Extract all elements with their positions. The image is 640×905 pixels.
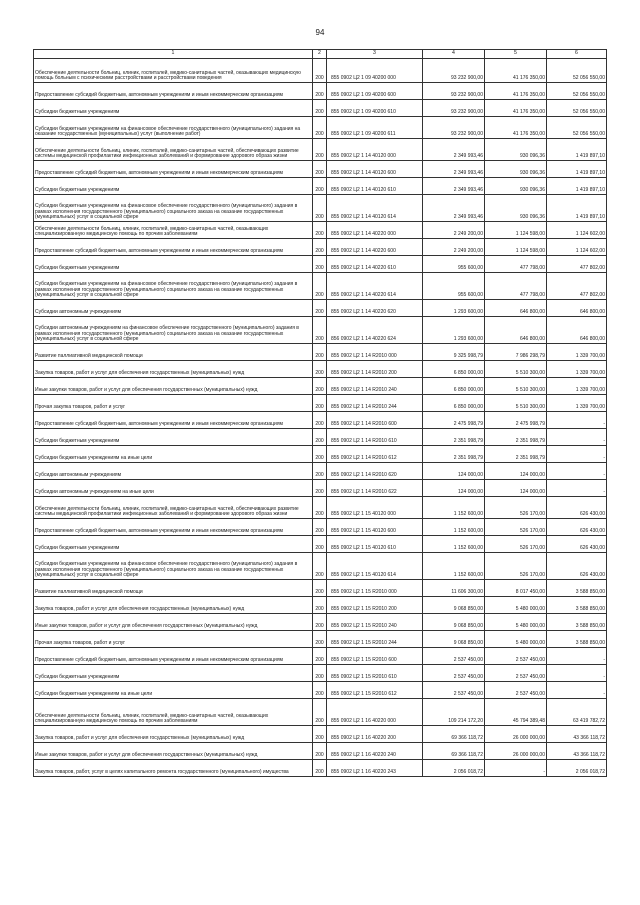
row-plan-cell: 109 214 172,20 — [423, 699, 485, 726]
row-plan-cell: 2 537 450,00 — [423, 665, 485, 682]
table-row — [34, 195, 607, 222]
table-row — [34, 631, 607, 648]
row-name-cell: Субсидии автономным учреждениям на финансовое обеспечение государственного (муниципального) задания в рамках исполнения государственного (муниципального) социального заказа на оказание государственных (муниципальных) услуг в социальной сфере — [34, 317, 313, 344]
row-code-cell: 200 — [313, 536, 327, 553]
row-plan-cell: 124 000,00 — [423, 463, 485, 480]
table-row — [34, 665, 607, 682]
row-name-cell: Обеспечение деятельности больниц, клиник, госпиталей, медико-санитарных частей, обеспечивающих развитие системы медицинской профилактики инфекционных заболеваний и формирование здорового образа жизни — [34, 139, 313, 161]
row-name-cell: Предоставление субсидий бюджетным, автономным учреждениям и иным некоммерческим организациям — [34, 161, 313, 178]
row-plan-cell: 6 850 000,00 — [423, 395, 485, 412]
table-row — [34, 699, 607, 726]
row-remaining-cell: 1 339 700,00 — [547, 361, 607, 378]
row-kbk-cell: 855 0902 Ц2 1 09 40200 000 — [327, 59, 423, 83]
row-plan-cell: 69 366 118,72 — [423, 726, 485, 743]
row-executed-cell: 477 798,00 — [485, 256, 547, 273]
table-row — [34, 239, 607, 256]
row-kbk-cell: 855 0902 Ц2 1 16 40220 243 — [327, 760, 423, 777]
row-plan-cell: 69 366 118,72 — [423, 743, 485, 760]
row-kbk-cell: 855 0902 Ц2 1 14 R2010 600 — [327, 412, 423, 429]
row-code-cell: 200 — [313, 726, 327, 743]
row-plan-cell: 93 232 900,00 — [423, 100, 485, 117]
row-kbk-cell: 855 0902 Ц2 1 15 40120 600 — [327, 519, 423, 536]
row-name-cell: Субсидии бюджетным учреждениям на финансовое обеспечение государственного (муниципального) задания в рамках исполнения государственного (муниципального) социального заказа на оказание государственных (муниципальных) услуг в социальной сфере — [34, 553, 313, 580]
row-executed-cell: 5 480 000,00 — [485, 597, 547, 614]
row-kbk-cell: 855 0902 Ц2 1 15 R2010 000 — [327, 580, 423, 597]
row-code-cell: 200 — [313, 631, 327, 648]
table-row — [34, 378, 607, 395]
row-code-cell: 200 — [313, 480, 327, 497]
row-code-cell: 200 — [313, 317, 327, 344]
row-plan-cell: 2 537 450,00 — [423, 648, 485, 665]
row-remaining-cell: 3 588 850,00 — [547, 614, 607, 631]
row-kbk-cell: 855 0902 Ц2 1 15 R2010 240 — [327, 614, 423, 631]
row-name-cell: Прочая закупка товаров, работ и услуг — [34, 395, 313, 412]
row-code-cell: 200 — [313, 178, 327, 195]
row-kbk-cell: 855 0902 Ц2 1 16 40220 200 — [327, 726, 423, 743]
row-executed-cell: 2 537 450,00 — [485, 665, 547, 682]
row-executed-cell: 2 351 998,79 — [485, 429, 547, 446]
row-code-cell: 200 — [313, 412, 327, 429]
row-plan-cell: 1 293 600,00 — [423, 300, 485, 317]
row-kbk-cell: 855 0902 Ц2 1 14 40120 000 — [327, 139, 423, 161]
row-name-cell: Обеспечение деятельности больниц, клиник, госпиталей, медико-санитарных частей, обеспечивающих развитие системы медицинской профилактики инфекционных заболеваний и формирование здорового образа жизни — [34, 497, 313, 519]
row-remaining-cell: 1 339 700,00 — [547, 395, 607, 412]
row-remaining-cell: 477 802,00 — [547, 256, 607, 273]
table-row — [34, 273, 607, 300]
row-executed-cell: 7 986 298,79 — [485, 344, 547, 361]
row-code-cell: 200 — [313, 83, 327, 100]
row-remaining-cell: 1 124 602,00 — [547, 239, 607, 256]
page-number: 94 — [315, 28, 325, 37]
row-kbk-cell: 855 0902 Ц2 1 15 R2010 612 — [327, 682, 423, 699]
row-code-cell: 200 — [313, 222, 327, 239]
row-remaining-cell: 43 366 118,72 — [547, 726, 607, 743]
table-row — [34, 300, 607, 317]
row-kbk-cell: 855 0902 Ц2 1 15 R2010 244 — [327, 631, 423, 648]
row-executed-cell: 2 351 998,79 — [485, 446, 547, 463]
row-remaining-cell: 626 430,00 — [547, 553, 607, 580]
row-executed-cell: 526 170,00 — [485, 497, 547, 519]
row-name-cell: Обеспечение деятельности больниц, клиник, госпиталей, медико-санитарных частей, оказывающих специализированную медицинскую помощь по прочим заболеваниям — [34, 699, 313, 726]
row-kbk-cell: 855 0902 Ц2 1 14 40220 600 — [327, 239, 423, 256]
row-code-cell: 200 — [313, 463, 327, 480]
table-row — [34, 161, 607, 178]
row-name-cell: Предоставление субсидий бюджетным, автономным учреждениям и иным некоммерческим организациям — [34, 519, 313, 536]
row-plan-cell: 2 249 200,00 — [423, 222, 485, 239]
row-kbk-cell: 855 0902 Ц2 1 14 R2010 610 — [327, 429, 423, 446]
row-plan-cell: 1 152 600,00 — [423, 553, 485, 580]
row-plan-cell: 2 537 450,00 — [423, 682, 485, 699]
row-remaining-cell: - — [547, 429, 607, 446]
row-executed-cell: 41 176 350,00 — [485, 100, 547, 117]
table-row — [34, 760, 607, 777]
row-remaining-cell: 477 802,00 — [547, 273, 607, 300]
table-row — [34, 178, 607, 195]
row-executed-cell: 5 510 300,00 — [485, 361, 547, 378]
row-code-cell: 200 — [313, 497, 327, 519]
table-row — [34, 497, 607, 519]
row-name-cell: Субсидии бюджетным учреждениям — [34, 100, 313, 117]
row-remaining-cell: 626 430,00 — [547, 497, 607, 519]
table-row — [34, 361, 607, 378]
table-row — [34, 317, 607, 344]
row-name-cell: Прочая закупка товаров, работ и услуг — [34, 631, 313, 648]
row-name-cell: Предоставление субсидий бюджетным, автономным учреждениям и иным некоммерческим организациям — [34, 83, 313, 100]
row-kbk-cell: 855 0902 Ц2 1 15 40120 000 — [327, 497, 423, 519]
row-plan-cell: 124 000,00 — [423, 480, 485, 497]
table-row — [34, 726, 607, 743]
row-kbk-cell: 855 0902 Ц2 1 14 R2010 000 — [327, 344, 423, 361]
row-remaining-cell: 2 056 018,72 — [547, 760, 607, 777]
table-row — [34, 344, 607, 361]
row-remaining-cell: 626 430,00 — [547, 519, 607, 536]
column-number-row — [34, 50, 607, 59]
row-executed-cell: 41 176 350,00 — [485, 59, 547, 83]
row-name-cell: Субсидии бюджетным учреждениям — [34, 178, 313, 195]
row-executed-cell: 124 000,00 — [485, 463, 547, 480]
row-plan-cell: 1 152 600,00 — [423, 497, 485, 519]
row-plan-cell: 2 056 018,72 — [423, 760, 485, 777]
row-name-cell: Обеспечение деятельности больниц, клиник, госпиталей, медико-санитарных частей, оказывающих медицинскую помощь больным с психическими расстройствами и расстройствами поведения — [34, 59, 313, 83]
row-remaining-cell: 52 056 550,00 — [547, 83, 607, 100]
row-executed-cell: 41 176 350,00 — [485, 83, 547, 100]
row-kbk-cell: 855 0902 Ц2 1 14 40220 614 — [327, 273, 423, 300]
row-code-cell: 200 — [313, 553, 327, 580]
row-plan-cell: 1 152 600,00 — [423, 519, 485, 536]
row-executed-cell: 930 096,36 — [485, 178, 547, 195]
row-code-cell: 200 — [313, 161, 327, 178]
row-kbk-cell: 855 0902 Ц2 1 16 40220 240 — [327, 743, 423, 760]
row-plan-cell: 6 850 000,00 — [423, 361, 485, 378]
row-name-cell: Субсидии бюджетным учреждениям на иные цели — [34, 682, 313, 699]
row-executed-cell: 45 794 389,48 — [485, 699, 547, 726]
row-plan-cell: 1 293 600,00 — [423, 317, 485, 344]
row-name-cell: Предоставление субсидий бюджетным, автономным учреждениям и иным некоммерческим организациям — [34, 239, 313, 256]
row-executed-cell: 2 537 450,00 — [485, 648, 547, 665]
row-name-cell: Иные закупки товаров, работ и услуг для обеспечения государственных (муниципальных) нужд — [34, 378, 313, 395]
row-name-cell: Субсидии бюджетным учреждениям — [34, 665, 313, 682]
row-kbk-cell: 855 0902 Ц2 1 15 40120 614 — [327, 553, 423, 580]
row-name-cell: Иные закупки товаров, работ и услуг для обеспечения государственных (муниципальных) нужд — [34, 614, 313, 631]
row-code-cell: 200 — [313, 100, 327, 117]
column-header-6: 6 — [547, 50, 607, 59]
row-kbk-cell: 855 0902 Ц2 1 14 40120 610 — [327, 178, 423, 195]
row-plan-cell: 93 232 900,00 — [423, 59, 485, 83]
row-plan-cell: 9 068 850,00 — [423, 614, 485, 631]
row-kbk-cell: 855 0902 Ц2 1 16 40220 000 — [327, 699, 423, 726]
row-kbk-cell: 855 0902 Ц2 1 15 R2010 200 — [327, 597, 423, 614]
row-code-cell: 200 — [313, 682, 327, 699]
row-remaining-cell: - — [547, 480, 607, 497]
row-remaining-cell: 3 588 850,00 — [547, 580, 607, 597]
row-remaining-cell: - — [547, 446, 607, 463]
row-executed-cell: 646 800,00 — [485, 300, 547, 317]
row-kbk-cell: 855 0902 Ц2 1 14 40220 620 — [327, 300, 423, 317]
table-row — [34, 536, 607, 553]
table-row — [34, 117, 607, 139]
row-executed-cell: 8 017 450,00 — [485, 580, 547, 597]
row-plan-cell: 11 606 300,00 — [423, 580, 485, 597]
row-name-cell: Развитие паллиативной медицинской помощи — [34, 580, 313, 597]
row-name-cell: Закупка товаров, работ, услуг в целях капитального ремонта государственного (муниципального) имущества — [34, 760, 313, 777]
row-name-cell: Обеспечение деятельности больниц, клиник, госпиталей, медико-санитарных частей, оказывающих специализированную медицинскую помощь по прочим заболеваниям — [34, 222, 313, 239]
row-code-cell: 200 — [313, 139, 327, 161]
row-name-cell: Иные закупки товаров, работ и услуг для обеспечения государственных (муниципальных) нужд — [34, 743, 313, 760]
row-remaining-cell: 1 419 897,10 — [547, 195, 607, 222]
row-name-cell: Субсидии бюджетным учреждениям — [34, 536, 313, 553]
row-code-cell: 200 — [313, 117, 327, 139]
table-row — [34, 139, 607, 161]
row-code-cell: 200 — [313, 648, 327, 665]
budget-table — [33, 49, 607, 777]
row-name-cell: Субсидии автономным учреждениям — [34, 463, 313, 480]
row-kbk-cell: 855 0902 Ц2 1 09 40200 610 — [327, 100, 423, 117]
row-remaining-cell: 1 419 897,10 — [547, 178, 607, 195]
row-name-cell: Развитие паллиативной медицинской помощи — [34, 344, 313, 361]
row-kbk-cell: 855 0902 Ц2 1 14 40220 000 — [327, 222, 423, 239]
row-executed-cell: 2 475 998,79 — [485, 412, 547, 429]
row-kbk-cell: 855 0902 Ц2 1 14 40120 600 — [327, 161, 423, 178]
table-row — [34, 412, 607, 429]
table-row — [34, 59, 607, 83]
table-row — [34, 614, 607, 631]
row-kbk-cell: 855 0902 Ц2 1 15 40120 610 — [327, 536, 423, 553]
row-kbk-cell: 855 0902 Ц2 1 09 40200 611 — [327, 117, 423, 139]
row-executed-cell: 930 096,36 — [485, 161, 547, 178]
row-executed-cell: 477 798,00 — [485, 273, 547, 300]
row-remaining-cell: 646 800,00 — [547, 300, 607, 317]
row-remaining-cell: 3 588 850,00 — [547, 597, 607, 614]
row-remaining-cell: 1 419 897,10 — [547, 161, 607, 178]
table-row — [34, 463, 607, 480]
row-remaining-cell: - — [547, 463, 607, 480]
row-executed-cell: 930 096,36 — [485, 195, 547, 222]
row-name-cell: Субсидии автономным учреждениям на иные цели — [34, 480, 313, 497]
row-name-cell: Предоставление субсидий бюджетным, автономным учреждениям и иным некоммерческим организациям — [34, 648, 313, 665]
row-executed-cell: 930 096,36 — [485, 139, 547, 161]
row-remaining-cell: 52 056 550,00 — [547, 59, 607, 83]
row-remaining-cell: 646 800,00 — [547, 317, 607, 344]
row-plan-cell: 2 351 998,79 — [423, 429, 485, 446]
row-kbk-cell: 855 0902 Ц2 1 15 R2010 600 — [327, 648, 423, 665]
table-row — [34, 743, 607, 760]
table-row — [34, 83, 607, 100]
row-code-cell: 200 — [313, 429, 327, 446]
row-kbk-cell: 855 0902 Ц2 1 15 R2010 610 — [327, 665, 423, 682]
row-kbk-cell: 855 0902 Ц2 1 14 R2010 240 — [327, 378, 423, 395]
row-executed-cell: 26 000 000,00 — [485, 726, 547, 743]
row-plan-cell: 2 349 993,46 — [423, 195, 485, 222]
row-plan-cell: 2 351 998,79 — [423, 446, 485, 463]
row-remaining-cell: - — [547, 412, 607, 429]
row-executed-cell: 646 800,00 — [485, 317, 547, 344]
row-remaining-cell: 43 366 118,72 — [547, 743, 607, 760]
row-executed-cell: 5 510 300,00 — [485, 378, 547, 395]
row-code-cell: 200 — [313, 256, 327, 273]
row-executed-cell: 5 480 000,00 — [485, 631, 547, 648]
row-remaining-cell: 1 339 700,00 — [547, 378, 607, 395]
row-kbk-cell: 855 0902 Ц2 1 09 40200 600 — [327, 83, 423, 100]
row-name-cell: Субсидии бюджетным учреждениям на финансовое обеспечение государственного (муниципального) задания в рамках исполнения государственного (муниципального) социального заказа на оказание государственных (муниципальных) услуг в социальной сфере — [34, 273, 313, 300]
table-row — [34, 256, 607, 273]
row-plan-cell: 93 232 900,00 — [423, 83, 485, 100]
row-remaining-cell: 1 419 897,10 — [547, 139, 607, 161]
table-row — [34, 519, 607, 536]
column-header-5: 5 — [485, 50, 547, 59]
row-name-cell: Субсидии автономным учреждениям — [34, 300, 313, 317]
row-code-cell: 200 — [313, 699, 327, 726]
row-kbk-cell: 855 0902 Ц2 1 14 R2010 200 — [327, 361, 423, 378]
row-plan-cell: 955 600,00 — [423, 273, 485, 300]
column-header-3: 3 — [327, 50, 423, 59]
row-plan-cell: 9 068 850,00 — [423, 597, 485, 614]
row-plan-cell: 1 152 600,00 — [423, 536, 485, 553]
row-code-cell: 200 — [313, 239, 327, 256]
row-code-cell: 200 — [313, 597, 327, 614]
row-kbk-cell: 855 0902 Ц2 1 14 R2010 622 — [327, 480, 423, 497]
row-name-cell: Закупка товаров, работ и услуг для обеспечения государственных (муниципальных) нужд — [34, 726, 313, 743]
row-remaining-cell: 1 339 700,00 — [547, 344, 607, 361]
row-code-cell: 200 — [313, 580, 327, 597]
row-remaining-cell: - — [547, 648, 607, 665]
row-plan-cell: 2 249 200,00 — [423, 239, 485, 256]
row-executed-cell: 26 000 000,00 — [485, 743, 547, 760]
row-name-cell: Закупка товаров, работ и услуг для обеспечения государственных (муниципальных) нужд — [34, 361, 313, 378]
row-name-cell: Субсидии бюджетным учреждениям на финансовое обеспечение государственного (муниципального) задания в рамках исполнения государственного (муниципального) социального заказа на оказание государственных (муниципальных) услуг в социальной сфере — [34, 195, 313, 222]
column-header-2: 2 — [313, 50, 327, 59]
table-row — [34, 100, 607, 117]
row-code-cell: 200 — [313, 395, 327, 412]
row-name-cell: Предоставление субсидий бюджетным, автономным учреждениям и иным некоммерческим организациям — [34, 412, 313, 429]
row-plan-cell: 2 475 998,79 — [423, 412, 485, 429]
row-remaining-cell: 52 056 550,00 — [547, 100, 607, 117]
row-plan-cell: 955 600,00 — [423, 256, 485, 273]
row-code-cell: 200 — [313, 59, 327, 83]
row-code-cell: 200 — [313, 743, 327, 760]
row-executed-cell: 5 480 000,00 — [485, 614, 547, 631]
row-plan-cell: 9 068 850,00 — [423, 631, 485, 648]
table-row — [34, 480, 607, 497]
row-remaining-cell: 3 588 850,00 — [547, 631, 607, 648]
row-executed-cell: 1 124 598,00 — [485, 239, 547, 256]
row-executed-cell: 526 170,00 — [485, 519, 547, 536]
row-name-cell: Субсидии бюджетным учреждениям на финансовое обеспечение государственного (муниципального) задания на оказание государственных (муниципальных) услуг (выполнение работ) — [34, 117, 313, 139]
row-remaining-cell: 52 056 550,00 — [547, 117, 607, 139]
row-executed-cell: 2 537 450,00 — [485, 682, 547, 699]
budget-table-body — [34, 50, 607, 777]
row-kbk-cell: 855 0902 Ц2 1 14 40120 614 — [327, 195, 423, 222]
table-row — [34, 597, 607, 614]
row-remaining-cell: - — [547, 682, 607, 699]
row-kbk-cell: 855 0902 Ц2 1 14 R2010 612 — [327, 446, 423, 463]
column-header-1: 1 — [34, 50, 313, 59]
row-kbk-cell: 855 0902 Ц2 1 14 R2010 244 — [327, 395, 423, 412]
row-remaining-cell: - — [547, 665, 607, 682]
row-kbk-cell: 855 0902 Ц2 1 14 R2010 620 — [327, 463, 423, 480]
row-code-cell: 200 — [313, 195, 327, 222]
row-name-cell: Субсидии бюджетным учреждениям — [34, 256, 313, 273]
row-plan-cell: 9 325 998,79 — [423, 344, 485, 361]
row-remaining-cell: 63 419 782,72 — [547, 699, 607, 726]
row-plan-cell: 93 232 900,00 — [423, 117, 485, 139]
row-code-cell: 200 — [313, 273, 327, 300]
table-row — [34, 648, 607, 665]
row-executed-cell: 41 176 350,00 — [485, 117, 547, 139]
row-name-cell: Закупка товаров, работ и услуг для обеспечения государственных (муниципальных) нужд — [34, 597, 313, 614]
row-executed-cell: 526 170,00 — [485, 553, 547, 580]
row-code-cell: 200 — [313, 760, 327, 777]
row-plan-cell: 2 349 993,46 — [423, 178, 485, 195]
row-code-cell: 200 — [313, 378, 327, 395]
row-code-cell: 200 — [313, 519, 327, 536]
row-name-cell: Субсидии бюджетным учреждениям на иные цели — [34, 446, 313, 463]
row-code-cell: 200 — [313, 344, 327, 361]
row-executed-cell: 5 510 300,00 — [485, 395, 547, 412]
table-row — [34, 682, 607, 699]
row-code-cell: 200 — [313, 446, 327, 463]
row-executed-cell: - — [485, 760, 547, 777]
row-code-cell: 200 — [313, 300, 327, 317]
row-code-cell: 200 — [313, 361, 327, 378]
row-code-cell: 200 — [313, 614, 327, 631]
column-header-4: 4 — [423, 50, 485, 59]
row-executed-cell: 124 000,00 — [485, 480, 547, 497]
row-plan-cell: 6 850 000,00 — [423, 378, 485, 395]
row-plan-cell: 2 349 993,46 — [423, 161, 485, 178]
row-plan-cell: 2 349 993,46 — [423, 139, 485, 161]
row-kbk-cell: 856 0902 Ц2 1 14 40220 624 — [327, 317, 423, 344]
table-row — [34, 446, 607, 463]
table-row — [34, 395, 607, 412]
table-row — [34, 429, 607, 446]
row-name-cell: Субсидии бюджетным учреждениям — [34, 429, 313, 446]
row-remaining-cell: 1 124 602,00 — [547, 222, 607, 239]
table-row — [34, 580, 607, 597]
row-remaining-cell: 626 430,00 — [547, 536, 607, 553]
table-row — [34, 222, 607, 239]
table-row — [34, 553, 607, 580]
row-kbk-cell: 855 0902 Ц2 1 14 40220 610 — [327, 256, 423, 273]
row-code-cell: 200 — [313, 665, 327, 682]
row-executed-cell: 526 170,00 — [485, 536, 547, 553]
row-executed-cell: 1 124 598,00 — [485, 222, 547, 239]
